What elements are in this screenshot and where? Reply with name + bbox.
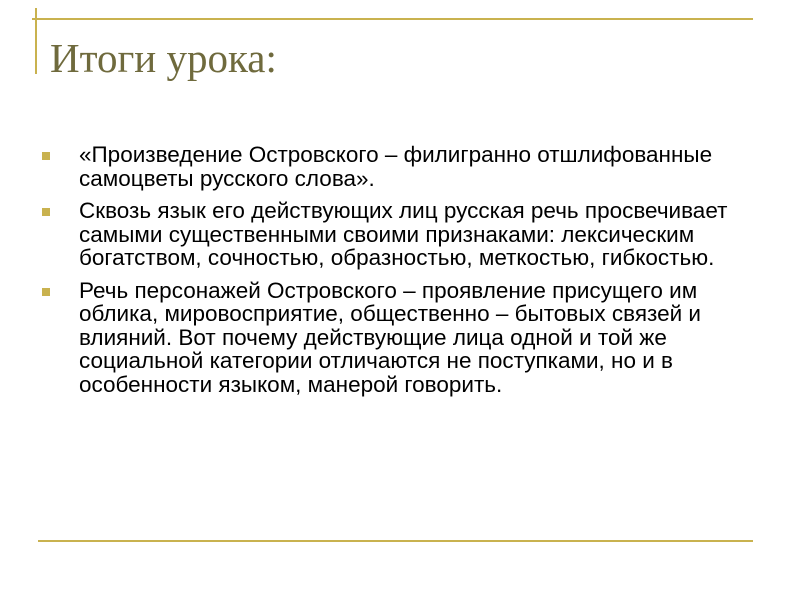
bullet-item-1: [38, 143, 768, 190]
square-bullet-icon: [42, 288, 50, 296]
bullet-text-1: «Произведение Островского – филигранно отшлифованные самоцветы русского слова».: [79, 142, 713, 191]
slide-title: Итоги урока:: [50, 35, 277, 81]
bullet-text-3: Речь персонажей Островского – проявление присущего им облика, мировосприятие, общественно – бытовых связей и влияний. Вот почему действующие лица одной и той же социальной категории отличаются не поступками, но и в особенности языком, манерой говорить.: [79, 277, 701, 397]
bullet-item-2: [38, 199, 768, 270]
bottom-horizontal-rule: [38, 540, 753, 542]
bullet-item-3: [38, 279, 768, 397]
square-bullet-icon: [42, 152, 50, 160]
top-horizontal-rule: [32, 18, 753, 20]
bullet-text-2: Сквозь язык его действующих лиц русская речь просвечивает самыми существенными своими признаками: лексическим богатством, сочностью, образностью, меткостью, гибкостью.: [79, 198, 728, 270]
square-bullet-icon: [42, 208, 50, 216]
bullet-list: [38, 143, 768, 405]
